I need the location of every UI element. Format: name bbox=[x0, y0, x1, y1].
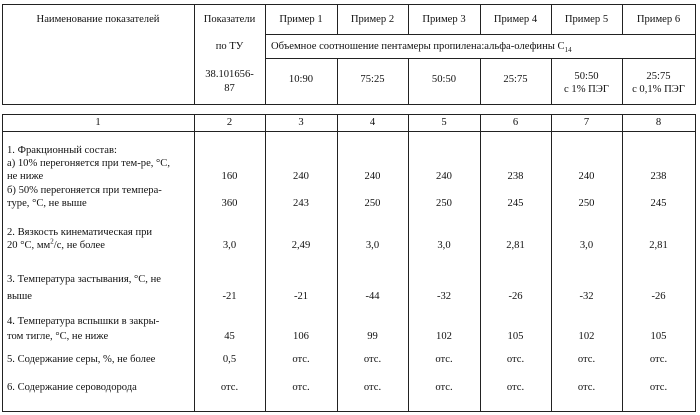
header-ratio-5-note: с 1% ПЭГ bbox=[564, 84, 609, 95]
cell-row5-col3: 106 bbox=[293, 331, 309, 342]
vline bbox=[622, 114, 623, 411]
header-tu-code-line1: 38.101656- bbox=[205, 69, 254, 80]
cell-row1-col5: 240 bbox=[436, 171, 452, 182]
header-ratio-5: 50:50 bbox=[574, 71, 599, 82]
cell-row2-col8: 245 bbox=[650, 198, 667, 209]
cell-row7-col3: отс. bbox=[292, 382, 310, 393]
header-example-3: Пример 3 bbox=[422, 14, 466, 25]
cell-row6-col5: отс. bbox=[435, 354, 453, 365]
row-5-label-line2: том тигле, °С, не ниже bbox=[7, 331, 109, 342]
cell-row2-col5: 250 bbox=[436, 198, 452, 209]
cell-row5-col8: 105 bbox=[650, 331, 667, 342]
header-example-1: Пример 1 bbox=[279, 14, 323, 25]
row-7-label-line1: 6. Содержание сероводорода bbox=[7, 382, 137, 393]
row-1-label-line1: 1. Фракционный состав: bbox=[7, 145, 117, 156]
row-1-label-line3: не ниже bbox=[7, 171, 44, 182]
cell-row5-col5: 102 bbox=[436, 331, 452, 342]
vline bbox=[695, 114, 696, 411]
cell-row3-col6: 2,81 bbox=[506, 240, 525, 251]
header-example-5: Пример 5 bbox=[564, 14, 609, 25]
cell-row4-col8: -26 bbox=[651, 291, 666, 302]
vline bbox=[551, 114, 552, 411]
cell-row3-col7: 3,0 bbox=[579, 240, 594, 251]
cell-row1-col8: 238 bbox=[650, 171, 667, 182]
viscosity-unit-sup: 2 bbox=[50, 237, 54, 246]
header-example-6: Пример 6 bbox=[636, 14, 681, 25]
cell-row3-col8: 2,81 bbox=[649, 240, 668, 251]
cell-row7-col6: отс. bbox=[506, 382, 525, 393]
header-ratio-1: 10:90 bbox=[288, 74, 314, 85]
vline bbox=[408, 114, 409, 411]
cell-row6-col3: отс. bbox=[292, 354, 310, 365]
vline bbox=[2, 114, 3, 411]
header-ratio-caption bbox=[271, 40, 572, 53]
cell-row7-col7: отс. bbox=[577, 382, 596, 393]
ratio-caption-subscript: 14 bbox=[564, 46, 572, 55]
header-example-2: Пример 2 bbox=[350, 14, 395, 25]
ratio-caption-text: Объемное соотношение пентамеры пропилена:альфа-олефины С bbox=[271, 41, 565, 52]
cell-row5-col2: 45 bbox=[224, 331, 235, 342]
col-number-7: 7 bbox=[583, 117, 590, 128]
vline bbox=[695, 4, 696, 104]
col-number-5: 5 bbox=[441, 117, 447, 128]
header-ratio-4: 25:75 bbox=[503, 74, 528, 85]
cell-row2-col4: 250 bbox=[364, 198, 381, 209]
cell-row2-col3: 243 bbox=[293, 198, 309, 209]
cell-row7-col2: отс. bbox=[220, 382, 239, 393]
cell-row5-col6: 105 bbox=[507, 331, 524, 342]
border-bottom bbox=[2, 411, 696, 412]
cell-row4-col4: -44 bbox=[365, 291, 380, 302]
cell-row5-col4: 99 bbox=[367, 331, 378, 342]
cell-row3-col3: 2,49 bbox=[291, 240, 311, 251]
col-number-3: 3 bbox=[298, 117, 304, 128]
border-examples-bottom bbox=[265, 34, 696, 35]
border-header-bottom bbox=[2, 104, 696, 105]
cell-row1-col4: 240 bbox=[364, 171, 381, 182]
header-example-4: Пример 4 bbox=[493, 14, 538, 25]
col-number-2: 2 bbox=[226, 117, 233, 128]
row-2-label-line2: туре, °С, не выше bbox=[7, 198, 87, 209]
header-name-column: Наименование показателей bbox=[36, 14, 160, 25]
row-4-label-line1: 3. Температура застывания, °С, не bbox=[7, 274, 161, 285]
row-3-label-line2 bbox=[7, 239, 105, 252]
header-tu-code-line2: 87 bbox=[224, 83, 235, 94]
cell-row4-col5: -32 bbox=[436, 291, 452, 302]
cell-row3-col4: 3,0 bbox=[365, 240, 380, 251]
header-ratio-6-note: с 0,1% ПЭГ bbox=[632, 84, 685, 95]
border-numbers-top bbox=[2, 114, 696, 115]
cell-row2-col7: 250 bbox=[578, 198, 595, 209]
viscosity-unit-part2: /с, не более bbox=[53, 240, 105, 251]
cell-row6-col8: отс. bbox=[649, 354, 668, 365]
cell-row1-col2: 160 bbox=[221, 171, 238, 182]
row-5-label-line1: 4. Температура вспышки в закры- bbox=[7, 316, 160, 327]
cell-row2-col6: 245 bbox=[507, 198, 524, 209]
vline bbox=[337, 114, 338, 411]
cell-row7-col4: отс. bbox=[363, 382, 382, 393]
cell-row4-col6: -26 bbox=[508, 291, 523, 302]
row-2-label-line1: б) 50% перегоняется при темпера- bbox=[7, 185, 162, 196]
cell-row7-col5: отс. bbox=[435, 382, 453, 393]
cell-row2-col2: 360 bbox=[221, 198, 238, 209]
cell-row6-col7: отс. bbox=[577, 354, 596, 365]
cell-row1-col7: 240 bbox=[578, 171, 595, 182]
header-ratio-6: 25:75 bbox=[646, 71, 671, 82]
cell-row1-col3: 240 bbox=[293, 171, 309, 182]
cell-row4-col7: -32 bbox=[579, 291, 594, 302]
col-number-6: 6 bbox=[512, 117, 519, 128]
row-1-label-line2: а) 10% перегоняется при тем-ре, °С, bbox=[7, 158, 171, 169]
header-ratio-2: 75:25 bbox=[360, 74, 385, 85]
viscosity-unit-part1: 20 °С, мм bbox=[7, 240, 51, 251]
cell-row6-col6: отс. bbox=[506, 354, 525, 365]
cell-row4-col3: -21 bbox=[293, 291, 309, 302]
cell-row1-col6: 238 bbox=[507, 171, 524, 182]
header-tu-column-line1: Показатели bbox=[203, 14, 256, 25]
row-4-label-line2: выше bbox=[7, 291, 32, 302]
col-number-4: 4 bbox=[369, 117, 376, 128]
vline bbox=[480, 114, 481, 411]
row-6-label-line1: 5. Содержание серы, %, не более bbox=[7, 354, 156, 365]
cell-row3-col2: 3,0 bbox=[222, 240, 237, 251]
cell-row3-col5: 3,0 bbox=[437, 240, 451, 251]
col-number-1: 1 bbox=[95, 117, 101, 128]
header-ratio-3: 50:50 bbox=[431, 74, 457, 85]
border-top bbox=[2, 4, 696, 5]
header-tu-column-line2: по ТУ bbox=[215, 41, 244, 52]
cell-row7-col8: отс. bbox=[649, 382, 668, 393]
vline bbox=[265, 114, 266, 411]
cell-row5-col7: 102 bbox=[578, 331, 595, 342]
row-3-label-line1: 2. Вязкость кинематическая при bbox=[7, 227, 153, 238]
cell-row4-col2: -21 bbox=[222, 291, 237, 302]
col-number-8: 8 bbox=[655, 117, 662, 128]
border-numbers-bottom bbox=[2, 131, 696, 132]
cell-row6-col2: 0,5 bbox=[222, 354, 237, 365]
vline bbox=[194, 114, 195, 411]
cell-row6-col4: отс. bbox=[363, 354, 382, 365]
